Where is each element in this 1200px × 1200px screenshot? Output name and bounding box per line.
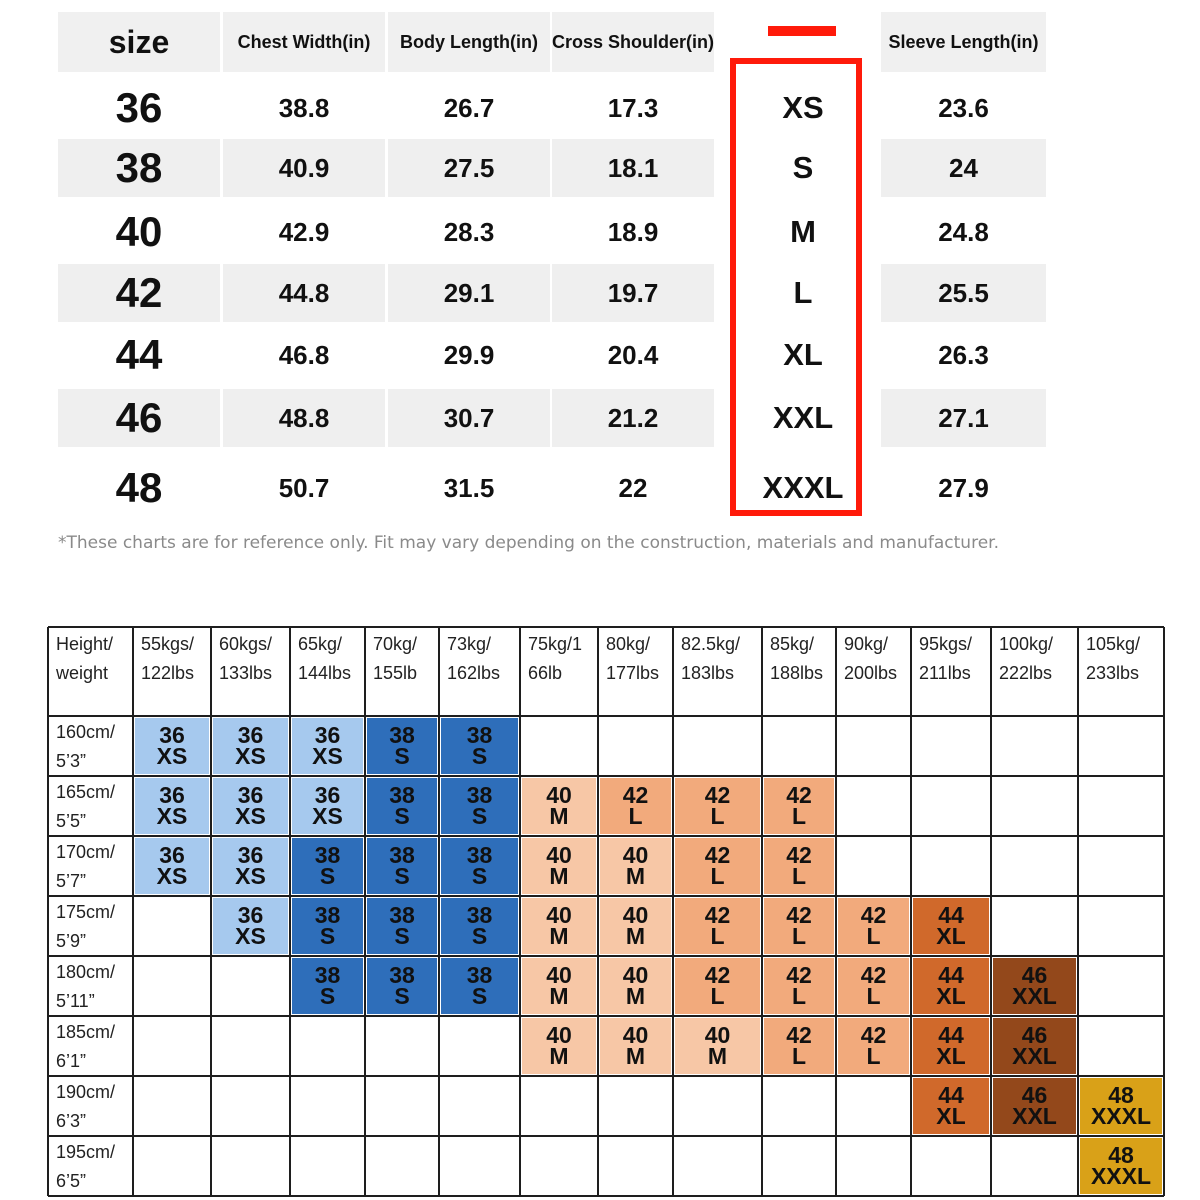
fit-cell-size-38 — [441, 838, 518, 894]
fit-cell-size-44 — [913, 1018, 989, 1074]
size-row-chest: 38.8 — [278, 92, 330, 123]
grid-line-vertical — [1077, 627, 1079, 1196]
fit-cell-number: 38 — [314, 962, 341, 988]
fit-cell-letter: L — [710, 863, 725, 889]
fit-cell-size-42 — [764, 838, 834, 894]
weight-header-line: 144lbs — [298, 663, 352, 683]
fit-cell-letter: M — [625, 863, 646, 889]
grid-line-horizontal — [48, 1075, 1164, 1077]
size-row-size: 42 — [115, 269, 163, 316]
fit-cell-letter: S — [471, 983, 488, 1009]
fit-cell-letter: L — [791, 923, 807, 949]
weight-header — [991, 630, 1078, 688]
fit-cell-letter: M — [549, 1043, 569, 1069]
size-row-shoulder: 18.9 — [607, 216, 659, 247]
size-row-body: 28.3 — [443, 216, 495, 247]
fit-cell-number: 36 — [237, 722, 264, 748]
corner-header-line: Height/ — [56, 634, 114, 654]
weight-header — [439, 630, 520, 688]
size-row-body: 30.7 — [443, 402, 495, 433]
fit-cell-number: 36 — [159, 782, 185, 808]
fit-cell-number: 44 — [938, 1022, 964, 1048]
fit-cell-size-36 — [213, 778, 288, 834]
weight-header — [133, 630, 211, 688]
size-row-body: 27.5 — [443, 152, 495, 183]
fit-cell-letter: XL — [936, 983, 966, 1009]
header-chest-width: Chest Width(in) — [237, 31, 371, 52]
weight-header-line: 188lbs — [770, 663, 824, 683]
height-header-line: 165cm/ — [56, 782, 116, 802]
size-row-letter: XL — [783, 337, 823, 372]
fit-cell-size-38 — [441, 778, 518, 834]
height-header-line: 5’11” — [56, 991, 95, 1011]
reference-note: *These charts are for reference only. Fit may vary depending on the construction, materials and manufacturer. — [58, 533, 999, 553]
height-header-line: 6’1” — [56, 1051, 87, 1071]
fit-cell-size-42 — [764, 1018, 834, 1074]
weight-header-line: 211lbs — [919, 663, 971, 683]
fit-cell-letter: XS — [156, 863, 188, 889]
fit-cell-number: 42 — [860, 1022, 887, 1048]
fit-cell-letter: L — [710, 923, 725, 949]
size-row-letter: XXXL — [762, 470, 844, 505]
fit-cell-number: 36 — [159, 842, 185, 868]
fit-cell-number: 36 — [237, 782, 264, 808]
height-header-line: 6’3” — [56, 1111, 87, 1131]
fit-cell-number: 38 — [314, 902, 341, 928]
weight-header-line: 70kg/ — [373, 634, 418, 654]
fit-cell-number: 38 — [466, 962, 493, 988]
weight-header-line: 90kg/ — [844, 634, 889, 654]
size-row-size: 44 — [115, 331, 163, 378]
fit-cell-size-38 — [367, 778, 437, 834]
fit-cell-letter: XS — [235, 743, 266, 769]
fit-cell-number: 40 — [546, 1022, 572, 1048]
fit-cell-number: 36 — [314, 722, 341, 748]
height-header-line: 175cm/ — [56, 902, 116, 922]
size-row-letter: M — [790, 214, 816, 249]
fit-cell-number: 36 — [237, 902, 264, 928]
weight-header-line: 162lbs — [447, 663, 501, 683]
fit-cell-number: 42 — [704, 962, 731, 988]
size-row-letter: XS — [782, 90, 824, 125]
grid-line-vertical — [519, 627, 521, 1196]
size-row-chest: 42.9 — [278, 216, 330, 247]
fit-cell-letter: XS — [235, 803, 266, 829]
fit-cell-size-44 — [913, 958, 989, 1014]
fit-cell-size-38 — [292, 898, 363, 954]
grid-line-vertical — [835, 627, 837, 1196]
fit-cell-number: 42 — [860, 902, 887, 928]
weight-header-line: 55kgs/ — [141, 634, 195, 654]
fit-cell-size-46 — [993, 1078, 1076, 1134]
fit-cell-number: 42 — [786, 962, 812, 988]
fit-cell-letter: M — [625, 983, 646, 1009]
corner-header — [48, 630, 133, 688]
size-row-sleeve: 27.9 — [938, 472, 989, 503]
fit-cell-letter: S — [471, 803, 488, 829]
fit-cell-number: 40 — [704, 1022, 731, 1048]
weight-header-line: 82.5kg/ — [681, 634, 741, 654]
grid-line-horizontal — [48, 1015, 1164, 1017]
height-header — [48, 718, 133, 776]
fit-cell-letter: M — [625, 923, 646, 949]
fit-cell-number: 38 — [314, 842, 341, 868]
fit-cell-letter: S — [471, 743, 488, 769]
grid-line-horizontal — [48, 955, 1164, 957]
fit-cell-size-42 — [675, 958, 760, 1014]
fit-cell-number: 40 — [546, 962, 572, 988]
fit-cell-letter: S — [319, 923, 336, 949]
fit-cell-size-42 — [838, 958, 909, 1014]
weight-header-line: 73kg/ — [447, 634, 492, 654]
fit-cell-size-40 — [600, 898, 671, 954]
fit-cell-size-40 — [600, 958, 671, 1014]
fit-cell-number: 44 — [938, 1082, 964, 1108]
header-size: size — [108, 23, 170, 60]
fit-cell-number: 36 — [314, 782, 341, 808]
fit-cell-size-44 — [913, 1078, 989, 1134]
height-header — [48, 898, 133, 956]
fit-cell-number: 42 — [786, 782, 812, 808]
fit-cell-size-38 — [367, 958, 437, 1014]
fit-cell-number: 44 — [938, 902, 964, 928]
height-header-line: 185cm/ — [56, 1022, 116, 1042]
height-header-line: 180cm/ — [56, 962, 116, 982]
fit-cell-size-42 — [764, 958, 834, 1014]
grid-line-horizontal — [48, 1135, 1164, 1137]
height-header — [48, 778, 133, 836]
fit-cell-letter: XL — [936, 1043, 966, 1069]
fit-cell-letter: M — [707, 1043, 728, 1069]
weight-header-line: 222lbs — [999, 663, 1053, 683]
fit-cell-size-42 — [838, 898, 909, 954]
fit-cell-size-48 — [1080, 1138, 1162, 1194]
grid-line-horizontal — [48, 715, 1164, 717]
fit-cell-number: 46 — [1021, 962, 1048, 988]
size-row-shoulder: 17.3 — [607, 92, 659, 123]
fit-cell-number: 46 — [1021, 1022, 1048, 1048]
fit-cell-size-46 — [993, 958, 1076, 1014]
fit-cell-letter: XXXL — [1090, 1163, 1152, 1189]
fit-cell-size-40 — [675, 1018, 760, 1074]
fit-cell-size-40 — [600, 838, 671, 894]
fit-cell-size-38 — [292, 958, 363, 1014]
fit-cell-number: 38 — [466, 842, 493, 868]
fit-cell-letter: XS — [312, 743, 343, 769]
fit-cell-number: 42 — [786, 1022, 812, 1048]
fit-cell-number: 36 — [159, 722, 185, 748]
grid-line-horizontal — [48, 1195, 1164, 1197]
fit-cell-letter: XXL — [1012, 983, 1057, 1009]
fit-cell-letter: M — [549, 803, 569, 829]
fit-cell-size-38 — [367, 718, 437, 774]
fit-cell-number: 48 — [1108, 1142, 1134, 1168]
size-row-size: 36 — [115, 84, 163, 131]
fit-cell-number: 42 — [786, 842, 812, 868]
weight-header-line: 60kgs/ — [219, 634, 273, 654]
fit-cell-size-40 — [600, 1018, 671, 1074]
fit-cell-number: 40 — [546, 782, 572, 808]
fit-cell-number: 38 — [466, 902, 493, 928]
size-row-sleeve: 24.8 — [938, 216, 989, 247]
fit-cell-number: 38 — [466, 782, 493, 808]
fit-cell-size-40 — [522, 898, 596, 954]
weight-header — [1078, 630, 1164, 688]
size-row-shoulder: 19.7 — [607, 277, 659, 308]
grid-line-vertical — [438, 627, 440, 1196]
grid-line-vertical — [672, 627, 674, 1196]
height-header-line: 5’3” — [56, 751, 87, 771]
fit-cell-number: 40 — [622, 902, 649, 928]
size-row-body: 29.1 — [443, 277, 495, 308]
fit-cell-letter: L — [866, 983, 881, 1009]
size-row-body: 31.5 — [443, 472, 495, 503]
size-row-chest: 40.9 — [278, 152, 330, 183]
weight-header — [673, 630, 762, 688]
fit-cell-letter: XL — [936, 1103, 966, 1129]
fit-cell-number: 38 — [389, 902, 415, 928]
weight-header-line: 233lbs — [1086, 663, 1140, 683]
fit-cell-letter: XS — [312, 803, 343, 829]
grid-line-vertical — [364, 627, 366, 1196]
fit-cell-letter: S — [471, 863, 488, 889]
weight-header-line: 105kg/ — [1086, 634, 1141, 654]
weight-header-line: 177lbs — [606, 663, 660, 683]
fit-cell-size-38 — [292, 838, 363, 894]
weight-header-line: 155lb — [373, 663, 418, 683]
fit-cell-letter: XXL — [1012, 1103, 1057, 1129]
fit-cell-number: 40 — [546, 902, 572, 928]
fit-cell-number: 42 — [860, 962, 887, 988]
fit-cell-size-36 — [135, 838, 209, 894]
fit-cell-size-40 — [522, 838, 596, 894]
fit-cell-number: 42 — [704, 902, 731, 928]
fit-cell-letter: S — [394, 983, 410, 1009]
weight-header — [598, 630, 673, 688]
fit-cell-number: 40 — [622, 1022, 649, 1048]
size-row-size: 40 — [115, 208, 163, 255]
fit-cell-size-42 — [764, 898, 834, 954]
weight-header — [836, 630, 911, 688]
grid-line-vertical — [910, 627, 912, 1196]
fit-cell-size-42 — [600, 778, 671, 834]
fit-cell-letter: L — [710, 803, 725, 829]
height-header-line: 5’7” — [56, 871, 87, 891]
size-row-sleeve: 24 — [949, 152, 978, 183]
grid-line-vertical — [210, 627, 212, 1196]
fit-cell-size-38 — [441, 718, 518, 774]
size-row-shoulder: 18.1 — [607, 152, 659, 183]
fit-cell-number: 44 — [938, 962, 964, 988]
fit-cell-letter: M — [549, 983, 569, 1009]
size-row-size: 38 — [115, 144, 163, 191]
fit-cell-number: 38 — [389, 722, 415, 748]
fit-cell-size-40 — [522, 958, 596, 1014]
weight-header-line: 100kg/ — [999, 634, 1054, 654]
fit-cell-number: 36 — [237, 842, 264, 868]
corner-header-line: weight — [56, 663, 109, 683]
fit-cell-size-42 — [675, 898, 760, 954]
fit-cell-number: 42 — [704, 782, 731, 808]
fit-cell-size-46 — [993, 1018, 1076, 1074]
fit-cell-size-36 — [135, 718, 209, 774]
weight-header — [290, 630, 365, 688]
size-row-shoulder: 22 — [618, 472, 648, 503]
fit-cell-size-36 — [292, 718, 363, 774]
fit-cell-letter: L — [866, 1043, 881, 1069]
grid-line-horizontal — [48, 626, 1164, 628]
fit-cell-letter: S — [319, 983, 336, 1009]
fit-cell-letter: L — [710, 983, 725, 1009]
fit-cell-size-40 — [522, 778, 596, 834]
fit-cell-letter: XL — [936, 923, 966, 949]
weight-header — [911, 630, 991, 688]
size-row-body: 26.7 — [443, 92, 495, 123]
fit-cell-letter: S — [319, 863, 336, 889]
fit-cell-number: 38 — [389, 842, 415, 868]
size-row-body: 29.9 — [443, 339, 495, 370]
size-row-letter: S — [792, 150, 814, 185]
weight-header — [762, 630, 836, 688]
fit-cell-number: 46 — [1021, 1082, 1048, 1108]
size-row-chest: 44.8 — [278, 277, 330, 308]
fit-cell-letter: S — [471, 923, 488, 949]
fit-cell-letter: M — [625, 1043, 646, 1069]
size-row-size: 46 — [115, 394, 163, 441]
fit-cell-letter: L — [791, 1043, 807, 1069]
fit-cell-size-42 — [675, 838, 760, 894]
fit-cell-letter: XS — [156, 803, 188, 829]
weight-header — [520, 630, 598, 688]
size-row-letter: XXL — [772, 400, 834, 435]
fit-cell-number: 42 — [622, 782, 649, 808]
fit-cell-number: 38 — [389, 962, 415, 988]
height-header — [48, 1018, 133, 1076]
header-sleeve-length: Sleeve Length(in) — [888, 31, 1039, 52]
fit-cell-letter: M — [549, 863, 569, 889]
height-header — [48, 958, 133, 1016]
weight-header-line: 80kg/ — [606, 634, 651, 654]
size-row-sleeve: 23.6 — [938, 92, 989, 123]
fit-cell-letter: XXL — [1012, 1043, 1057, 1069]
height-header-line: 6’5” — [56, 1171, 87, 1191]
fit-cell-number: 42 — [786, 902, 812, 928]
fit-cell-size-42 — [764, 778, 834, 834]
fit-cell-size-36 — [135, 778, 209, 834]
fit-cell-number: 40 — [622, 962, 649, 988]
grid-line-vertical — [990, 627, 992, 1196]
fit-cell-size-38 — [441, 958, 518, 1014]
fit-cell-letter: L — [628, 803, 643, 829]
height-header-line: 5’9” — [56, 931, 87, 951]
fit-cell-size-40 — [522, 1018, 596, 1074]
grid-line-vertical — [597, 627, 599, 1196]
fit-cell-letter: XS — [235, 863, 266, 889]
size-row-letter: L — [793, 275, 813, 310]
height-header-line: 190cm/ — [56, 1082, 116, 1102]
fit-cell-size-36 — [213, 838, 288, 894]
size-row-chest: 50.7 — [278, 472, 330, 503]
fit-cell-size-44 — [913, 898, 989, 954]
height-header — [48, 838, 133, 896]
fit-cell-number: 42 — [704, 842, 731, 868]
fit-cell-number: 40 — [546, 842, 572, 868]
fit-cell-number: 38 — [466, 722, 493, 748]
size-row-shoulder: 20.4 — [607, 339, 659, 370]
fit-cell-size-36 — [292, 778, 363, 834]
fit-cell-size-38 — [367, 898, 437, 954]
weight-header-line: 65kg/ — [298, 634, 343, 654]
weight-header-line: 85kg/ — [770, 634, 815, 654]
fit-cell-size-48 — [1080, 1078, 1162, 1134]
grid-line-vertical — [761, 627, 763, 1196]
weight-header — [365, 630, 439, 688]
fit-cell-letter: L — [791, 803, 807, 829]
weight-header-line: 133lbs — [219, 663, 273, 683]
grid-line-horizontal — [48, 775, 1164, 777]
size-row-chest: 46.8 — [278, 339, 330, 370]
fit-cell-letter: XXXL — [1090, 1103, 1152, 1129]
fit-cell-letter: S — [394, 923, 410, 949]
grid-line-horizontal — [48, 895, 1164, 897]
size-row-chest: 48.8 — [278, 402, 330, 433]
grid-line-horizontal — [48, 835, 1164, 837]
size-row-sleeve: 27.1 — [938, 402, 989, 433]
fit-cell-size-38 — [441, 898, 518, 954]
fit-cell-size-38 — [367, 838, 437, 894]
header-cross-shoulder: Cross Shoulder(in) — [552, 31, 715, 52]
weight-header-line: 95kgs/ — [919, 634, 973, 654]
height-header — [48, 1078, 133, 1136]
size-row-sleeve: 25.5 — [938, 277, 989, 308]
fit-cell-letter: S — [394, 863, 410, 889]
weight-header-line: 183lbs — [681, 663, 735, 683]
fit-cell-number: 48 — [1108, 1082, 1134, 1108]
height-header-line: 170cm/ — [56, 842, 116, 862]
height-header-line: 160cm/ — [56, 722, 116, 742]
fit-cell-letter: L — [791, 983, 807, 1009]
fit-cell-letter: XS — [235, 923, 266, 949]
fit-cell-letter: XS — [156, 743, 188, 769]
fit-cell-size-42 — [675, 778, 760, 834]
header-body-length: Body Length(in) — [400, 31, 538, 52]
fit-cell-letter: M — [549, 923, 569, 949]
weight-header-line: 75kg/1 — [528, 634, 583, 654]
size-row-shoulder: 21.2 — [607, 402, 659, 433]
fit-cell-letter: S — [394, 743, 410, 769]
fit-cell-letter: S — [394, 803, 410, 829]
size-row-size: 48 — [115, 464, 163, 511]
weight-header — [211, 630, 290, 688]
height-header — [48, 1138, 133, 1196]
fit-cell-number: 40 — [622, 842, 649, 868]
fit-cell-size-36 — [213, 718, 288, 774]
weight-header-line: 66lb — [528, 663, 563, 683]
fit-cell-size-36 — [213, 898, 288, 954]
size-row-sleeve: 26.3 — [938, 339, 989, 370]
fit-cell-letter: L — [866, 923, 881, 949]
height-header-line: 195cm/ — [56, 1142, 116, 1162]
grid-line-vertical — [1163, 627, 1165, 1196]
grid-line-vertical — [289, 627, 291, 1196]
fit-cell-number: 38 — [389, 782, 415, 808]
weight-header-line: 122lbs — [141, 663, 195, 683]
weight-header-line: 200lbs — [844, 663, 898, 683]
fit-cell-letter: L — [791, 863, 807, 889]
fit-cell-size-42 — [838, 1018, 909, 1074]
height-header-line: 5’5” — [56, 811, 87, 831]
